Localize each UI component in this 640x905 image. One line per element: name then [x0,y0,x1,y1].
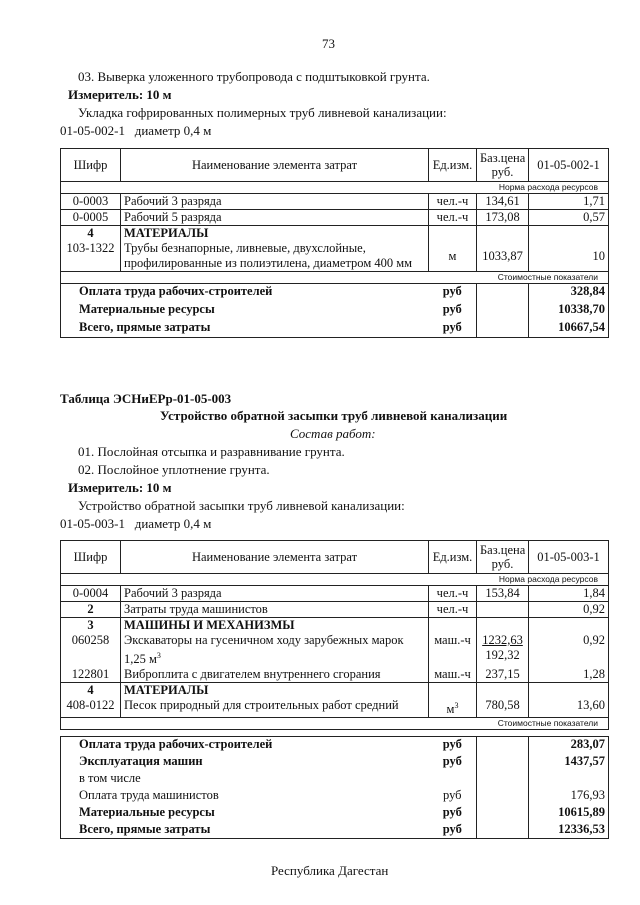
cell-code: 0-0004 [61,586,121,602]
superscript: 3 [454,701,459,711]
cell-price [477,602,529,618]
cell-unit: чел.-ч [429,210,477,226]
cell-unit: чел.-ч [429,586,477,602]
header-unit: Ед.изм. [429,149,477,182]
total-value: 12336,53 [529,822,609,839]
cell-name [121,633,429,667]
total-value: 1437,57 [529,754,609,771]
superscript: 3 [156,651,161,660]
total-value: 176,93 [529,788,609,805]
composition-label: Состав работ: [290,426,376,441]
total-empty [477,754,529,771]
cell-unit: м [429,241,477,272]
total-unit [429,771,477,788]
meter-description: Укладка гофрированных полимерных труб ливневой канализации: [78,105,447,120]
table-header-row [61,149,609,182]
cell-price-line: 192,32 [485,648,520,662]
cell-price: 173,08 [477,210,529,226]
total-row [61,805,609,822]
total-value: 10338,70 [529,302,609,320]
cell-name-line [124,648,425,667]
cell-code: 4 [61,226,121,242]
cell-price: 1033,87 [477,241,529,272]
cell-name-line: профилированные из полиэтилена, диаметром 400 мм [124,256,413,270]
total-value: 283,07 [529,737,609,754]
header-name: Наименование элемента затрат [121,149,429,182]
cell-price: 153,84 [477,586,529,602]
table-row [61,698,609,718]
total-unit: руб [429,805,477,822]
cell-name: Рабочий 3 разряда [121,194,429,210]
total-unit: руб [429,737,477,754]
work-item: 01. Послойная отсыпка и разравнивание грунта. [78,444,345,459]
cell-code: 122801 [61,667,121,683]
cell-code: 2 [61,602,121,618]
cell-unit: чел.-ч [429,602,477,618]
cell-code: 0-0003 [61,194,121,210]
total-value [529,771,609,788]
cell-value: 0,57 [529,210,609,226]
cell-name: Затраты труда машинистов [121,602,429,618]
cell-unit: маш.-ч [429,667,477,683]
header-unit: Ед.изм. [429,541,477,574]
total-value: 10615,89 [529,805,609,822]
cell-code: 408-0122 [61,698,121,718]
cell-code: 103-1322 [61,241,121,272]
total-empty [477,771,529,788]
total-row [61,771,609,788]
header-code: Шифр [61,541,121,574]
cell-value: 13,60 [529,698,609,718]
total-row [61,320,609,338]
cell-code: 3 [61,618,121,634]
total-row [61,737,609,754]
total-label: Материальные ресурсы [61,302,429,320]
totals-table-2 [60,736,609,839]
cell-code: 4 [61,683,121,699]
cell-code: 060258 [61,633,121,667]
page-number: 73 [322,36,335,51]
total-row [61,302,609,320]
cost-label: Стоимостные показатели [61,718,609,730]
header-code-value: 01-05-003-1 [529,541,609,574]
total-unit: руб [429,320,477,338]
cell-unit: маш.-ч [429,633,477,667]
estimate-table-2 [60,540,609,730]
cell-price: 237,15 [477,667,529,683]
total-empty [477,737,529,754]
norm-label-row [61,182,609,194]
total-label: Оплата труда рабочих-строителей [61,284,429,302]
cell-name: Рабочий 5 разряда [121,210,429,226]
total-empty [477,788,529,805]
materials-row [61,226,609,242]
total-value: 10667,54 [529,320,609,338]
cell-value: 10 [529,241,609,272]
total-unit: руб [429,822,477,839]
cell-price: 780,58 [477,698,529,718]
cell-value: 1,71 [529,194,609,210]
code-line: 01-05-002-1 диаметр 0,4 м [60,123,212,138]
cell-unit-text: м [446,702,455,717]
total-empty [477,822,529,839]
cell-name [121,241,429,272]
total-label: Эксплуатация машин [61,754,429,771]
total-unit: руб [429,754,477,771]
total-row [61,284,609,302]
cell-value: 1,84 [529,586,609,602]
norm-label: Норма расхода ресурсов [61,182,609,194]
total-empty [477,805,529,822]
cost-label: Стоимостные показатели [61,272,609,284]
header-price: Баз.цена руб. [477,149,529,182]
table-row [61,586,609,602]
header-code: Шифр [61,149,121,182]
total-unit: руб [429,302,477,320]
estimate-table-1 [60,148,609,338]
total-row [61,788,609,805]
norm-label-row [61,574,609,586]
materials-title: МАТЕРИАЛЫ [121,226,429,242]
total-unit: руб [429,788,477,805]
meter-description: Устройство обратной засыпки труб ливневой канализации: [78,498,405,513]
cell-unit: чел.-ч [429,194,477,210]
table-row [61,241,609,272]
meter-label: Измеритель: 10 м [68,87,172,102]
cell-name-text: 1,25 м [124,652,157,667]
code-line: 01-05-003-1 диаметр 0,4 м [60,516,212,531]
total-label: в том числе [61,771,429,788]
cost-label-row [61,272,609,284]
table-header-row [61,541,609,574]
norm-label: Норма расхода ресурсов [61,574,609,586]
table-row [61,194,609,210]
cell-value: 1,28 [529,667,609,683]
header-price: Баз.цена руб. [477,541,529,574]
work-item: 03. Выверка уложенного трубопровода с подштыковкой грунта. [78,69,430,84]
machines-title: МАШИНЫ И МЕХАНИЗМЫ [121,618,429,634]
table-row [61,210,609,226]
table-row [61,633,609,667]
meter-label: Измеритель: 10 м [68,480,172,495]
work-item: 02. Послойное уплотнение грунта. [78,462,270,477]
cell-unit [429,698,477,718]
total-row [61,822,609,839]
table-row [61,602,609,618]
cell-name-line: Трубы безнапорные, ливневые, двухслойные, [124,241,366,255]
total-label: Всего, прямые затраты [61,822,429,839]
total-label: Оплата труда рабочих-строителей [61,737,429,754]
header-name: Наименование элемента затрат [121,541,429,574]
total-unit: руб [429,284,477,302]
cell-value: 0,92 [529,633,609,667]
cost-label-row [61,718,609,730]
cell-name: Виброплита с двигателем внутреннего сгорания [121,667,429,683]
cell-price [477,633,529,667]
materials-title: МАТЕРИАЛЫ [121,683,429,699]
section-heading: Устройство обратной засыпки труб ливневой канализации [160,408,508,423]
total-row [61,754,609,771]
footer-text: Республика Дагестан [271,863,389,878]
cell-code: 0-0005 [61,210,121,226]
cell-name-line: Экскаваторы на гусеничном ходу зарубежных марок [124,633,404,647]
cell-name: Рабочий 3 разряда [121,586,429,602]
total-label: Всего, прямые затраты [61,320,429,338]
table-title: Таблица ЭСНиЕРр-01-05-003 [60,391,232,406]
cell-price-line: 1232,63 [482,633,523,647]
header-code-value: 01-05-002-1 [529,149,609,182]
total-value: 328,84 [529,284,609,302]
total-label: Материальные ресурсы [61,805,429,822]
total-label: Оплата труда машинистов [61,788,429,805]
cell-value: 0,92 [529,602,609,618]
materials-row [61,683,609,699]
cell-name: Песок природный для строительных работ средний [121,698,429,718]
machines-row [61,618,609,634]
cell-price: 134,61 [477,194,529,210]
table-row [61,667,609,683]
